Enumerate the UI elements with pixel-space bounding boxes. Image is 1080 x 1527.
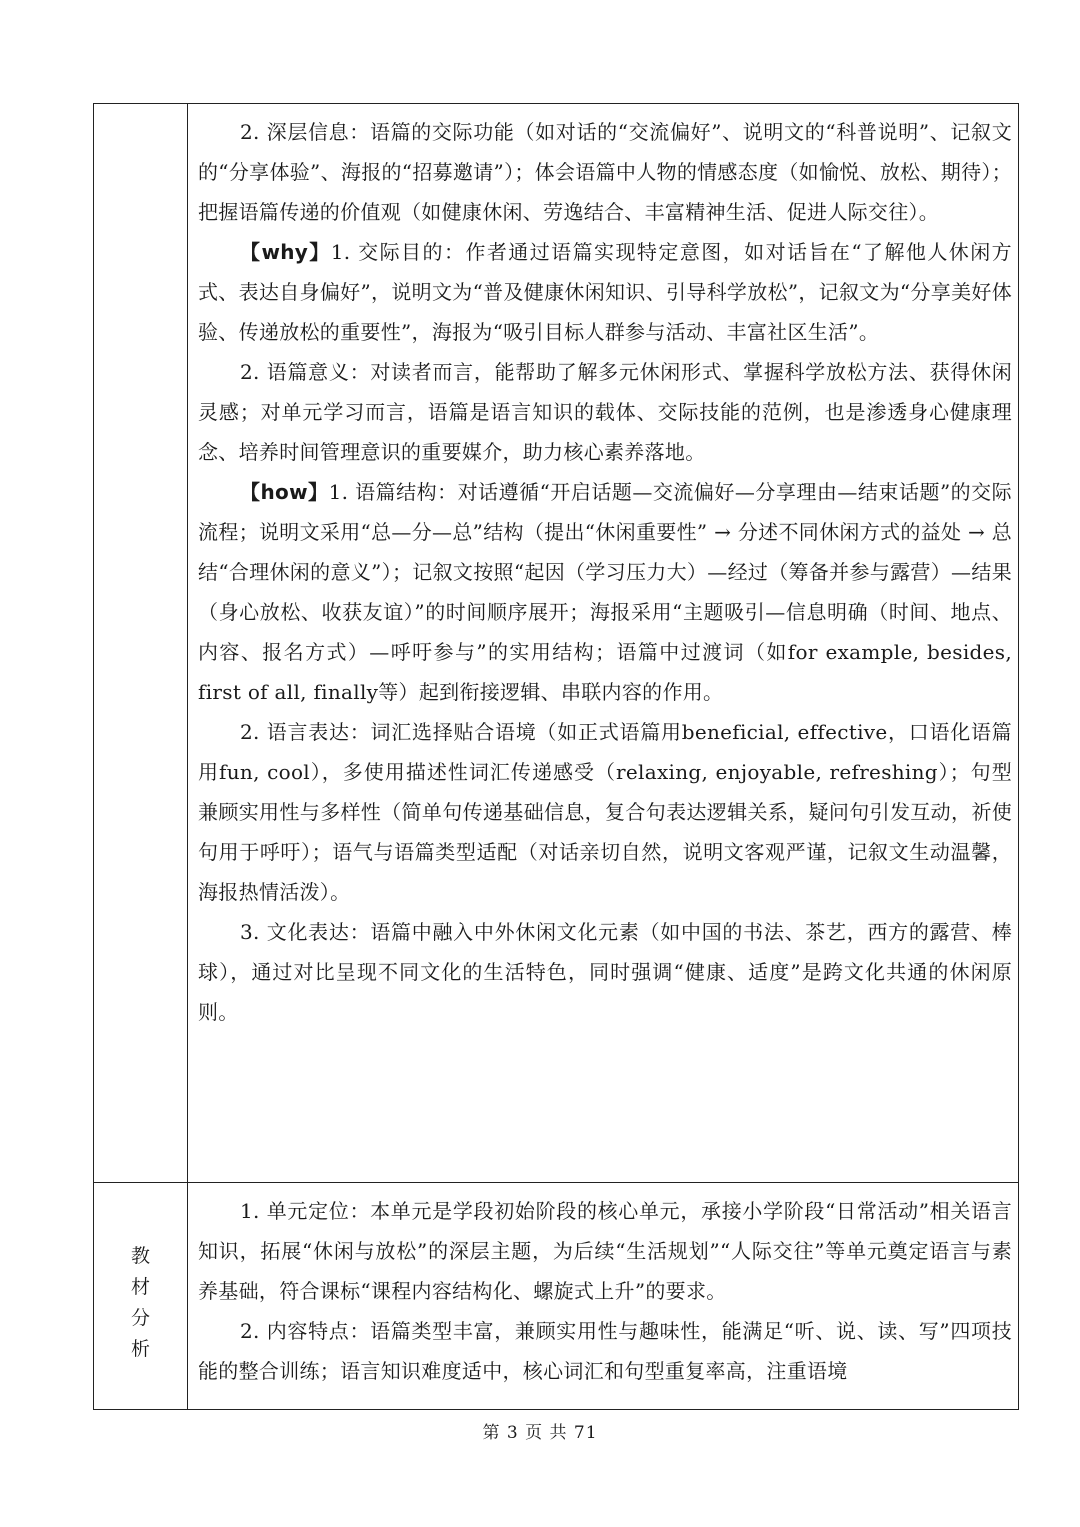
paragraph-text: 1. 语篇结构：对话遵循“开启话题—交流偏好—分享理由—结束话题”的交际流程；说明文采用“总—分—总”结构（提出“休闲重要性” → 分述不同休闲方式的益处 → 总结“合理休闲的意义”）；记叙文按照“起因（学习压力大）—经过（筹备并参与露营）—结果（身心放松、收获友谊）”的时间顺序展开；海报采用“主题吸引—信息明确（时间、地点、内容、报名方式）—呼吁参与”的实用结构；语篇中过渡词（如for example, besides, first of all, finally等）起到衔接逻辑、串联内容的作用。: [198, 480, 1012, 704]
paragraph: [198, 352, 1012, 472]
paragraph-text: 2. 深层信息：语篇的交际功能（如对话的“交流偏好”、说明文的“科普说明”、记叙文的“分享体验”、海报的“招募邀请”）；体会语篇中人物的情感态度（如愉悦、放松、期待）；把握语篇传递的价值观（如健康休闲、劳逸结合、丰富精神生活、促进人际交往）。: [198, 120, 1012, 224]
paragraph: [198, 912, 1012, 1032]
row-label-textbook-analysis: 教材分析: [130, 1245, 150, 1360]
content-cell: [188, 104, 1019, 1183]
paragraph-text: 2. 语言表达：词汇选择贴合语境（如正式语篇用beneficial, effective，口语化语篇用fun, cool），多使用描述性词汇传递感受（relaxing, enjoyable, refreshing）；句型兼顾实用性与多样性（简单句传递基础信息，复合句表达逻辑关系，疑问句引发互动，祈使句用于呼吁）；语气与语篇类型适配（对话亲切自然，说明文客观严谨，记叙文生动温馨，海报热情活泼）。: [198, 720, 1012, 904]
row-label-cell: [94, 104, 188, 1183]
row-label-cell: [94, 1183, 188, 1410]
section-lead: 【why】: [240, 240, 331, 264]
paragraph-text: 1. 交际目的：作者通过语篇实现特定意图，如对话旨在“了解他人休闲方式、表达自身偏好”，说明文为“普及健康休闲知识、引导科学放松”，记叙文为“分享美好体验、传递放松的重要性”，海报为“吸引目标人群参与活动、丰富社区生活”。: [198, 240, 1012, 344]
paragraph-text: 1. 单元定位：本单元是学段初始阶段的核心单元，承接小学阶段“日常活动”相关语言知识，拓展“休闲与放松”的深层主题，为后续“生活规划”“人际交往”等单元奠定语言与素养基础，符合课标“课程内容结构化、螺旋式上升”的要求。: [198, 1199, 1012, 1303]
paragraph-list: [188, 104, 1018, 1032]
paragraph: [198, 1191, 1012, 1311]
paragraph-text: 2. 内容特点：语篇类型丰富，兼顾实用性与趣味性，能满足“听、说、读、写”四项技能的整合训练；语言知识难度适中，核心词汇和句型重复率高，注重语境: [198, 1319, 1012, 1383]
page-number-footer: 第 3 页 共 71: [482, 1423, 598, 1443]
document-table: [93, 103, 1019, 1410]
content-cell: [188, 1183, 1019, 1410]
paragraph: [198, 712, 1012, 912]
paragraph: [198, 232, 1012, 352]
paragraph-list: [188, 1183, 1018, 1391]
section-lead: 【how】: [240, 480, 329, 504]
paragraph: [198, 472, 1012, 712]
paragraph-text: 3. 文化表达：语篇中融入中外休闲文化元素（如中国的书法、茶艺，西方的露营、棒球），通过对比呈现不同文化的生活特色，同时强调“健康、适度”是跨文化共通的休闲原则。: [198, 920, 1012, 1024]
table-row: [94, 104, 1019, 1183]
table-row: [94, 1183, 1019, 1410]
paragraph: [198, 1311, 1012, 1391]
paragraph: [198, 112, 1012, 232]
paragraph-text: 2. 语篇意义：对读者而言，能帮助了解多元休闲形式、掌握科学放松方法、获得休闲灵感；对单元学习而言，语篇是语言知识的载体、交际技能的范例，也是渗透身心健康理念、培养时间管理意识的重要媒介，助力核心素养落地。: [198, 360, 1012, 464]
